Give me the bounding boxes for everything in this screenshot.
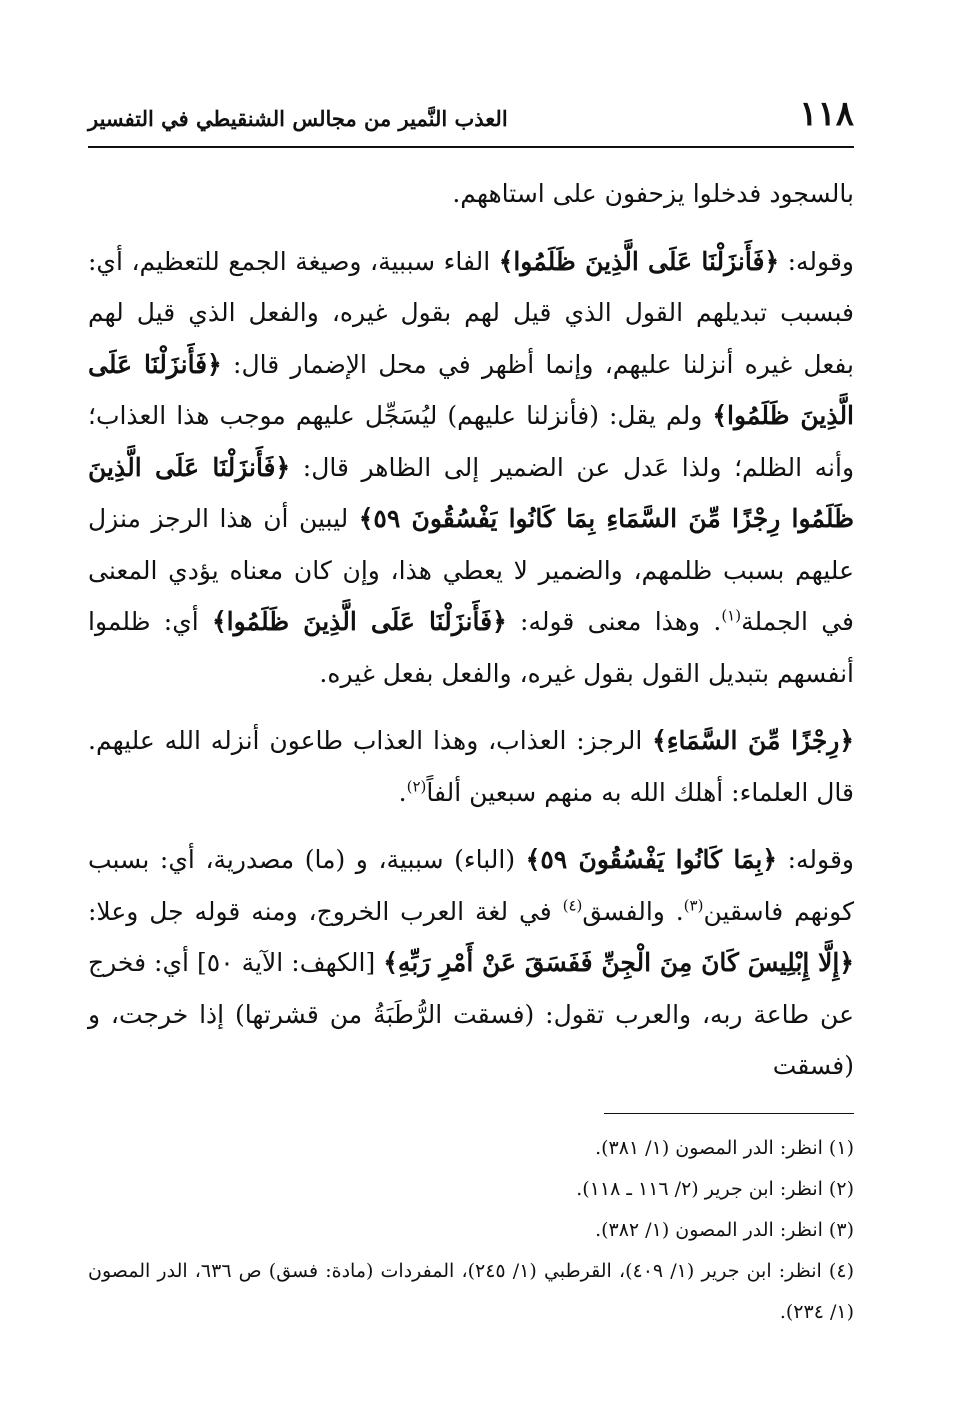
paragraph-3 <box>88 715 854 818</box>
footnote-divider <box>604 1113 854 1114</box>
footnotes <box>88 1128 854 1333</box>
text-run: . وهذا معنى قوله: <box>506 607 722 636</box>
quran-quote: ﴿بِمَا كَانُوا يَفْسُقُونَ ٥٩﴾ <box>525 845 778 874</box>
paragraph-1 <box>88 168 854 220</box>
footnote-2: (٢) انظر: ابن جرير (٢/ ١١٦ ـ ١١٨). <box>576 1178 854 1200</box>
page-header <box>88 92 854 148</box>
text-run: بالسجود فدخلوا يزحفون على استاههم. <box>452 179 854 208</box>
quran-quote: ﴿فَأَنزَلْنَا عَلَى الَّذِينَ ظَلَمُوا﴾ <box>88 349 855 430</box>
page-number: ١١٨ <box>799 94 854 134</box>
footnote-ref: (١) <box>721 606 742 625</box>
running-title: العذب النَّمير من مجالس الشنقيطي في التفسير <box>88 106 508 131</box>
footnote-ref: (٤) <box>562 896 583 915</box>
footnote-4: (٤) انظر: ابن جرير (١/ ٤٠٩)، القرطبي (١/ ٢٤٥)، المفردات (مادة: فسق) ص ٦٣٦، الدر المصون (١/ ٢٣٤). <box>88 1260 854 1323</box>
text-run: (الباء) سببية، و (ما) مصدرية، أي: بسبب كونهم فاسقين <box>88 845 855 926</box>
text-run: الفاء سببية، وصيغة الجمع للتعظيم، أي: فبسبب تبديلهم القول الذي قيل لهم بقول غيره، والفعل الذي قيل لهم بفعل غيره أنزلنا عليهم، وإنما أظهر في محل الإضمار قال: <box>88 246 854 379</box>
text-run: وقوله: <box>777 845 854 874</box>
text-run: وقوله: <box>779 246 854 276</box>
quran-quote: ﴿رِجْزًا مِّنَ السَّمَاءِ﴾ <box>652 726 854 755</box>
paragraph-2 <box>88 236 854 700</box>
footnote-3: (٣) انظر: الدر المصون (١/ ٣٨٢). <box>595 1219 854 1241</box>
text-run: ليبين أن هذا الرجز منزل عليهم بسبب ظلمهم، والضمير لا يعطي هذا، وإن كان معناه يؤدي المعنى في الجملة <box>88 504 855 636</box>
footnote-1: (١) انظر: الدر المصون (١/ ٣٨١). <box>595 1137 854 1159</box>
text-run: . والفسق <box>582 896 684 926</box>
paragraph-4 <box>88 834 854 1092</box>
quran-quote: ﴿فَأَنزَلْنَا عَلَى الَّذِينَ ظَلَمُوا﴾ <box>498 246 780 276</box>
quran-quote: ﴿إِلَّا إِبْلِيسَ كَانَ مِنَ الْجِنِّ فَفَسَقَ عَنْ أَمْرِ رَبِّهِ﴾ <box>383 948 854 977</box>
text-run: الرجز: العذاب، وهذا العذاب طاعون أنزله الله عليهم. قال العلماء: أهلك الله به منهم سبعين ألفاً <box>88 726 854 807</box>
text-run: . <box>398 777 407 807</box>
main-text <box>88 168 854 1092</box>
text-run: ولم يقل: (فأنزلنا عليهم) ليُسَجِّل عليهم موجب هذا العذاب؛ وأنه الظلم؛ ولذا عَدل عن الضمير إلى الظاهر قال: <box>88 401 855 482</box>
text-run: أي: ظلموا أنفسهم بتبديل القول بقول غيره، والفعل بفعل غيره. <box>88 607 854 688</box>
text-run: في لغة العرب الخروج، ومنه قوله جل وعلا: <box>88 896 563 926</box>
footnote-ref: (٣) <box>683 896 704 915</box>
quran-quote: ﴿فَأَنزَلْنَا عَلَى الَّذِينَ ظَلَمُوا﴾ <box>212 607 507 636</box>
footnote-ref: (٢) <box>406 777 427 796</box>
text-run: [الكهف: الآية ٥٠] أي: فخرج عن طاعة ربه، والعرب تقول: (فسقت الرُّطَبَةُ من قشرتها) إذا خرجت، و (فسقت <box>88 948 854 1080</box>
quran-quote: ﴿فَأَنزَلْنَا عَلَى الَّذِينَ ظَلَمُوا رِجْزًا مِّنَ السَّمَاءِ بِمَا كَانُوا يَفْسُقُونَ ٥٩﴾ <box>88 452 854 533</box>
